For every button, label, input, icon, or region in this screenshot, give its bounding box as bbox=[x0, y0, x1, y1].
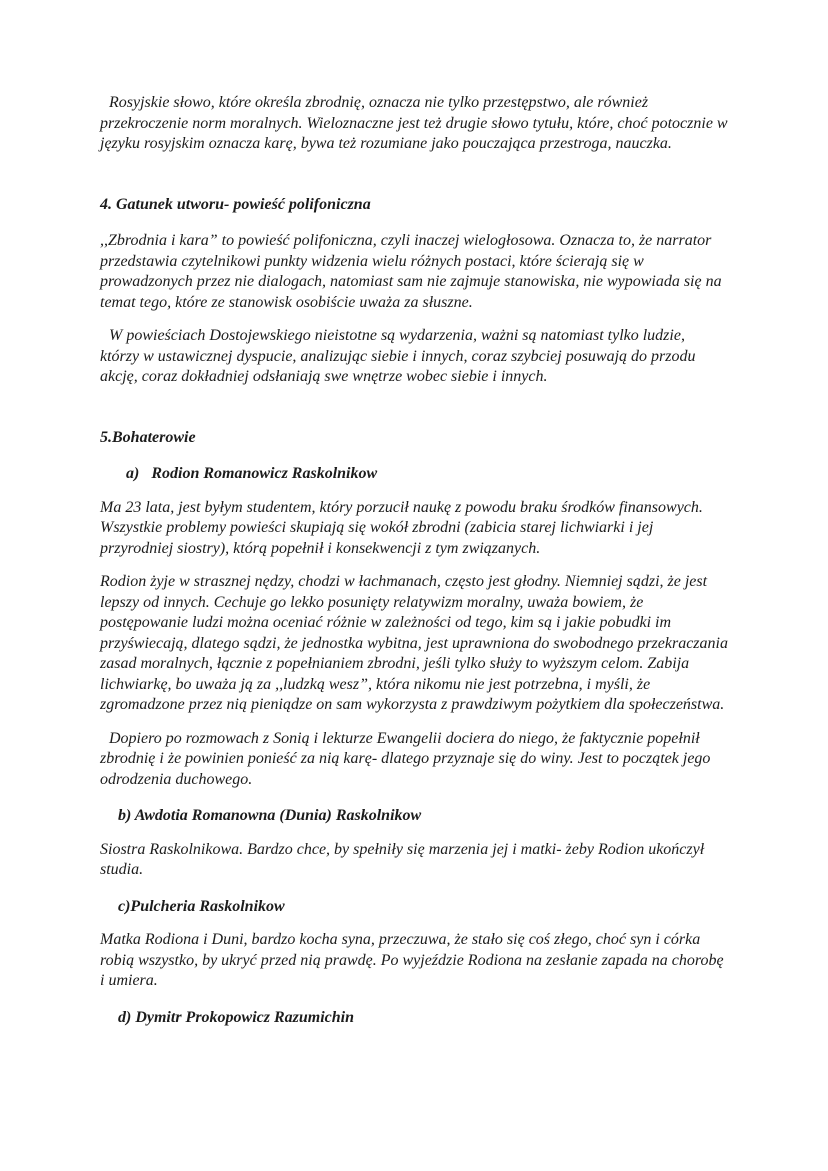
section-heading-genre: 4. Gatunek utworu- powieść polifoniczna bbox=[100, 195, 371, 213]
paragraph-awdotia-description: Siostra Raskolnikowa. Bardzo chce, by spełniły się marzenia jej i matki- żeby Rodion ukończył studia. bbox=[100, 840, 705, 878]
subheading-character-rodion: a) Rodion Romanowicz Raskolnikow bbox=[126, 465, 378, 482]
paragraph-pulcheria-description: Matka Rodiona i Duni, bardzo kocha syna, przeczuwa, że stało się coś złego, choć syn i córka robią wszystko, by ukryć przed nią prawdę. Po wyjeździe Rodiona na zesłanie zapada na chorobę i umiera. bbox=[100, 931, 724, 989]
paragraph-intro-russian-word: Rosyjskie słowo, które określa zbrodnię, oznacza nie tylko przestępstwo, ale również przekroczenie norm moralnych. Wieloznaczne jest też drugie słowo tytułu, które, choć potocznie w języku rosyjskim oznacza karę, bywa też rozumiane jako pouczająca przestroga, nauczka. bbox=[100, 94, 728, 152]
paragraph-rodion-redemption: Dopiero po rozmowach z Sonią i lekturze Ewangelii dociera do niego, że faktycznie popełnił zbrodnię i że powinien ponieść za nią karę- dlatego przyznaje się do winy. Jest to początek jego odrodzenia duchowego. bbox=[100, 729, 711, 788]
subheading-character-awdotia: b) Awdotia Romanowna (Dunia) Raskolnikow bbox=[118, 807, 422, 824]
subheading-character-dymitr: d) Dymitr Prokopowicz Razumichin bbox=[118, 1008, 355, 1026]
paragraph-polyphonic-novel: ,,Zbrodnia i kara” to powieść polifoniczna, czyli inaczej wielogłosowa. Oznacza to, że narrator przedstawia czytelnikowi punkty widzenia wielu różnych postaci, które ścierają się w prowadzonych przez nie dialogach, natomiast sam nie zajmuje stanowiska, nie wypowiada się na temat tego, które ze stanowisk osobiście uważa za słuszne. bbox=[100, 232, 722, 311]
paragraph-rodion-poverty: Rodion żyje w strasznej nędzy, chodzi w łachmanach, często jest głodny. Niemniej sądzi, że jest lepszy od innych. Cechuje go lekko posunięty relatywizm moralny, uważa bowiem, że postępowanie ludzi można oceniać różnie w zależności od tego, kim są i jakie pobudki im przyświecają, dlatego sądzi, że jednostka wybitna, jest uprawniona do swobodnego przekraczania zasad moralnych, łącznie z popełnianiem zbrodni, jeśli tylko służy to wyższym celom. Zabija lichwiarkę, bo uważa ją za ,,ludzką wesz”, która nikomu nie jest potrzebna, i myśli, że zgromadzone przez nią pieniądze on sam wykorzysta z prawdziwym pożytkiem dla społeczeństwa. bbox=[100, 573, 728, 713]
paragraph-rodion-student: Ma 23 lata, jest byłym studentem, który porzucił naukę z powodu braku środków finansowych. Wszystkie problemy powieści skupiają się wokół zbrodni (zabicia starej lichwiarki i jej przyrodniej siostry), którą popełnił i konsekwencji z tym związanych. bbox=[100, 498, 703, 557]
section-heading-characters: 5.Bohaterowie bbox=[100, 428, 196, 446]
paragraph-dostoevsky-novels: W powieściach Dostojewskiego nieistotne są wydarzenia, ważni są natomiast tylko ludzie, którzy w ustawicznej dyspucie, analizując siebie i innych, coraz szybciej posuwają do przodu akcję, coraz dokładniej odsłaniają swe wnętrze wobec siebie i innych. bbox=[100, 327, 696, 385]
subheading-character-pulcheria: c)Pulcheria Raskolnikow bbox=[118, 897, 285, 915]
